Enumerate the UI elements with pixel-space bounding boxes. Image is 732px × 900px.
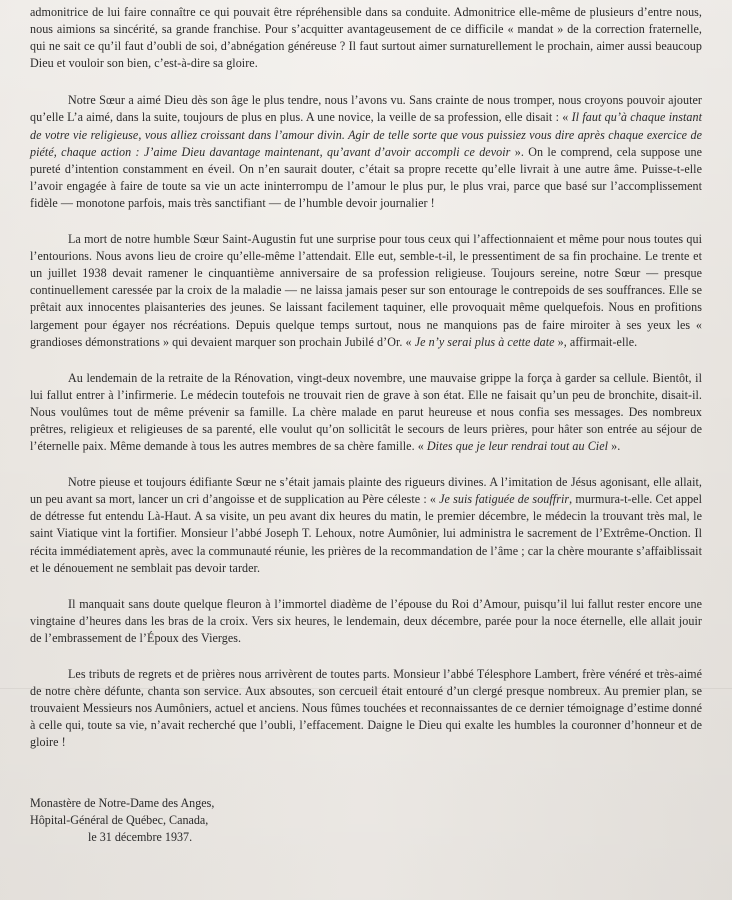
text-run: », affirmait-elle. <box>554 334 638 349</box>
paragraph-1 <box>30 4 702 72</box>
text-run: Au lendemain de la retraite de la Rénovation, vingt-deux novembre, une mauvaise grippe la força à garder sa cellule. Bientôt, il lui fallut entrer à l’infirmerie. Le médecin toutefois ne trouvait rien de grave à son état. Elle ne faisait qu’un peu de bronchite, disait-il. Nous voulûmes tout de même prévenir sa famille. La chère malade en parut heureuse et nous confia ses messages. Des nombreux prêtres, religieux et religieuses de sa parenté, elle voulut qu’on sollicitât le secours de leurs prières, pour hâter son entrée au séjour de l’éternelle paix. Même demande à tous les autres membres de sa chère famille. « <box>30 370 702 454</box>
paragraph-7 <box>30 666 702 751</box>
paragraph-4 <box>30 370 702 455</box>
paragraph-6 <box>30 596 702 647</box>
text-run: Les tributs de regrets et de prières nous arrivèrent de toutes parts. Monsieur l’abbé Télesphore Lambert, frère vénéré et très-aimé de notre chère défunte, chanta son service. Aux absoutes, son cercueil était entouré d’un clergé presque nombreux. Au premier plan, se trouvaient Messieurs nos Aumôniers, actuel et anciens. Nous fûmes touchées et reconnaissantes de ce dernier témoignage d’estime donné à celle qui, toute sa vie, n’avait recherché que l’oubli, l’effacement. Daigne le Dieu qui exalte les humbles la couronner d’honneur et de gloire ! <box>30 667 702 750</box>
closing-line-hospital: Hôpital-Général de Québec, Canada, <box>30 813 209 828</box>
closing-line-date: le 31 décembre 1937. <box>88 830 193 845</box>
italic-quote: Dites que je leur rendrai tout au Ciel <box>426 439 609 454</box>
text-run: La mort de notre humble Sœur Saint-Augustin fut une surprise pour tous ceux qui l’affectionnaient et même pour nous toutes qui l’entourions. Nous avons lieu de croire qu’elle-même l’attendait. Elle eut, semble-t-il, le pressentiment de sa fin prochaine. Le trente et un juillet 1938 devait ramener le cinquantième anniversaire de sa profession religieuse. Toujours sereine, notre Sœur — presque continuellement caressée par la croix de la maladie — ne laissa jamais peser sur son entourage le contrepoids de ses souffrances. Elle se prêtait aux innocentes plaisanteries des jeunes. Se laissant facilement taquiner, elle provoquait même quelquefois. Nous en profitions largement pour égayer nos récréations. Depuis quelque temps surtout, nous ne manquions pas de faire miroiter à ses yeux les « grandioses démonstrations » qui devaient marquer son prochain Jubilé d’Or. « <box>30 232 702 349</box>
text-run: , murmura-t-elle. Cet appel de détresse fut entendu Là-Haut. A sa visite, un peu avant dix heures du matin, le premier décembre, le médecin la trouvant très mal, le saint Viatique vint la fortifier. Monsieur l’abbé Joseph T. Lehoux, notre Aumônier, lui administra le sacrement de l’Extrême-Onction. Il récita immédiatement après, avec la communauté réunie, les prières de la recommandation de l’âme ; car la chère mourante s’affaiblissait et le dénouement ne semblait pas devoir tarder. <box>30 492 702 575</box>
paragraph-3 <box>30 231 702 351</box>
text-run: Notre Sœur a aimé Dieu dès son âge le plus tendre, nous l’avons vu. Sans crainte de nous tromper, nous croyons pouvoir ajouter qu’elle L’a aimé, dans la suite, toujours de plus en plus. A une novice, la veille de sa profession, elle disait : « <box>30 93 702 125</box>
text-run: admonitrice de lui faire connaître ce qui pouvait être répréhensible dans sa conduite. Admonitrice elle-même de plusieurs d’entre nous, nous aimions sa sincérité, sa grande franchise. Pour s’acquitter avantageusement de ce difficile « mandat » de la correction fraternelle, qui ne sait ce qu’il faut d’oubli de soi, d’abnégation généreuse ? Il faut surtout aimer surnaturellement le prochain, aimer aussi beaucoup Dieu et vouloir son bien, c’est-à-dire sa gloire. <box>30 5 702 71</box>
text-run: ». On le comprend, cela suppose une pureté d’intention constamment en éveil. On n’en saurait douter, c’était sa propre recette qu’elle livrait à une autre âme. Puisse-t-elle l’avoir engagée à faire de toute sa vie un acte ininterrompu de l’amour le plus pur, le plus vrai, parce que basé sur l’accomplissement fidèle — monotone parfois, mais très sanctifiant — de l’humble devoir journalier ! <box>30 144 702 210</box>
text-run: Notre pieuse et toujours édifiante Sœur ne s’était jamais plainte des rigueurs divines. A l’imitation de Jésus agonisant, elle allait, un peu avant sa mort, lancer un cri d’angoisse et de supplication au Père céleste : « <box>30 475 702 507</box>
closing-line-monastery: Monastère de Notre-Dame des Anges, <box>30 796 215 811</box>
italic-quote: Il faut qu’à chaque instant de votre vie religieuse, vous alliez croissant dans l’amour divin. Agir de telle sorte que vous puissiez vous dire après chaque exercice de piété, chaque action : J’aime Dieu davantage maintenant, qu’avant d’avoir accompli ce devoir <box>30 110 703 159</box>
paper-fold <box>0 688 732 689</box>
text-run: ». <box>608 439 621 454</box>
paragraph-2 <box>30 92 702 212</box>
italic-quote: Je suis fatiguée de souffrir <box>439 492 570 507</box>
italic-quote: Je n’y serai plus à cette date <box>414 334 555 349</box>
paragraph-5 <box>30 474 702 577</box>
text-run: Il manquait sans doute quelque fleuron à l’immortel diadème de l’épouse du Roi d’Amour, puisqu’il lui fallut rester encore une vingtaine d’heures dans les bras de la croix. Vers six heures, le lendemain, deux décembre, parée pour la noce éternelle, elle allait jouir de l’embrassement de l’Époux des Vierges. <box>30 596 702 645</box>
signature-block <box>30 795 702 846</box>
